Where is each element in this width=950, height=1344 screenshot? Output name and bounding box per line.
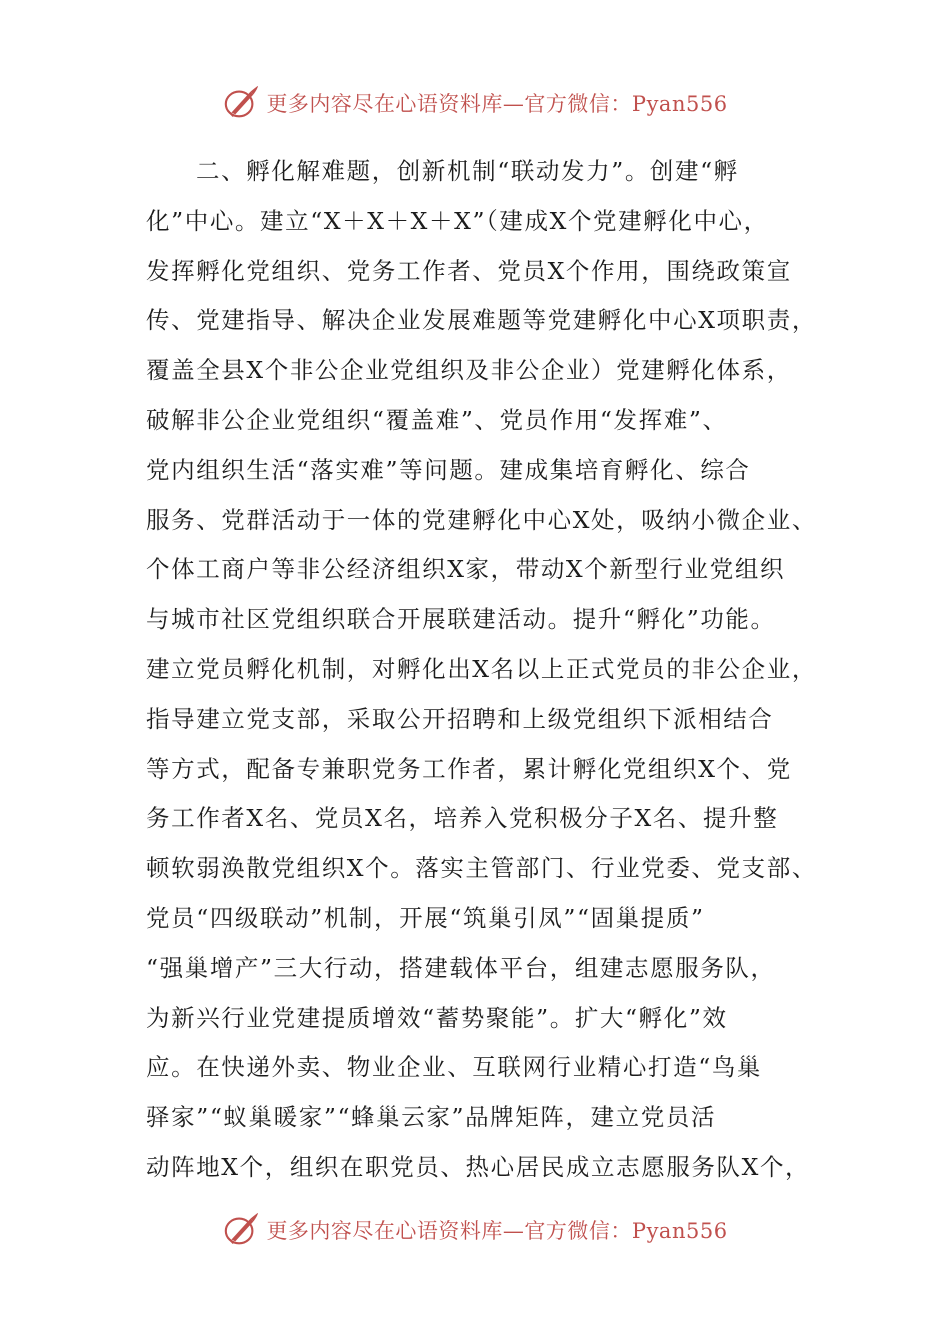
- body-text-line: 破解非公企业党组织“覆盖难”、党员作用“发挥难”、: [146, 406, 728, 434]
- body-text-line: 传、党建指导、解决企业发展难题等党建孵化中心X项职责，: [146, 306, 817, 335]
- body-text-line: 党员“四级联动”机制，开展“筑巢引凤”“固巢提质”: [146, 904, 705, 932]
- body-text-line: 个体工商户等非公经济组织X家，带动X个新型行业党组织: [146, 555, 786, 584]
- footer-banner: [0, 1208, 950, 1252]
- body-text-line: 动阵地X个，组织在职党员、热心居民成立志愿服务队X个，: [146, 1153, 811, 1181]
- quill-logo-icon: [222, 84, 260, 122]
- quill-logo-icon: [222, 1211, 260, 1249]
- footer-banner-text: 更多内容尽在心语资料库—官方微信：Pyan556: [266, 1219, 728, 1243]
- body-text-line: “强巢增产”三大行动，搭建载体平台，组建志愿服务队，: [146, 953, 776, 982]
- body-text-line: 二、孵化解难题，创新机制“联动发力”。创建“孵: [196, 157, 739, 185]
- header-banner: [0, 81, 950, 125]
- body-text-line: 驿家”“蚁巢暖家”“蜂巢云家”品牌矩阵，建立党员活: [146, 1103, 717, 1132]
- body-text-line: 为新兴行业党建提质增效“蓄势聚能”。扩大“孵化”效: [146, 1003, 728, 1032]
- body-text-line: 覆盖全县X个非公企业党组织及非公企业）党建孵化体系，: [146, 356, 792, 385]
- body-text-line: 顿软弱涣散党组织X个。落实主管部门、行业党委、党支部、: [146, 854, 817, 883]
- body-text-line: 务工作者X名、党员X名，培养入党积极分子X名、提升整: [146, 804, 779, 833]
- body-text-line: 服务、党群活动于一体的党建孵化中心X处，吸纳小微企业、: [146, 505, 817, 534]
- body-text-line: 党内组织生活“落实难”等问题。建成集培育孵化、综合: [146, 455, 751, 484]
- body-text-line: 化”中心。建立“X＋X＋X＋X”（建成X个党建孵化中心，: [146, 206, 769, 235]
- header-banner-text: 更多内容尽在心语资料库—官方微信：Pyan556: [266, 92, 728, 116]
- body-text-line: 指导建立党支部，采取公开招聘和上级党组织下派相结合: [146, 704, 774, 733]
- body-text-line: 等方式，配备专兼职党务工作者，累计孵化党组织X个、党: [146, 754, 792, 783]
- body-text-line: 建立党员孵化机制，对孵化出X名以上正式党员的非公企业，: [146, 655, 817, 683]
- body-text-line: 应。在快递外卖、物业企业、互联网行业精心打造“鸟巢: [146, 1053, 763, 1082]
- body-text-line: 发挥孵化党组织、党务工作者、党员X个作用，围绕政策宣: [146, 256, 792, 285]
- body-text-line: 与城市社区党组织联合开展联建活动。提升“孵化”功能。: [146, 605, 776, 634]
